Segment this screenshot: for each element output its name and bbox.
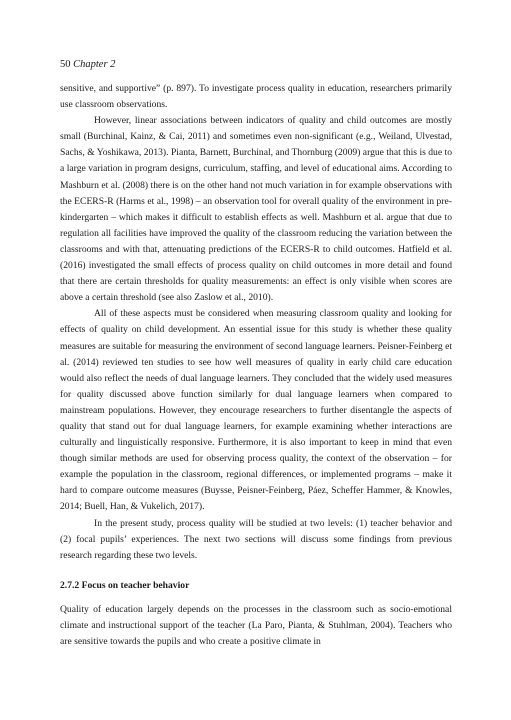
section-paragraph: Quality of education largely depends on the processes in the classroom such as socio-emotional climate and instructional support of the teacher (La Paro, Pianta, & Stuhlman, 2004). Teachers who are sensitive towards the pupils and who create a positive climate in [60,603,452,648]
section-heading: 2.7.2 Focus on teacher behavior [60,579,190,591]
paragraph-2: However, linear associations between indicators of quality and child outcomes are mostly small (Burchinal, Kainz, & Cai, 2011) and sometimes even non-significant (e.g., Weiland, Ulvestad, Sachs, & Yoshikawa, 2013). Pianta, Barnett, Burchinal, and Thornburg (2009) argue that this is due to a large variation in program designs, curriculum, staffing, and level of educational aims. According to Mashburn et al. (2008) there is on the other hand not much variation in for example observations with the ECERS-R (Harms et al., 1998) – an observation tool for overall quality of the environment in pre-kindergarten – which makes it difficult to establish effects as well. Mashburn et al. argue that due to regulation all facilities have improved the quality of the classroom reducing the variation between the classrooms and with that, attenuating predictions of the ECERS-R to child outcomes. Hatfield et al. (2016) investigated the small effects of process quality on child outcomes in more detail and found that there are certain thresholds for quality measurements: an effect is only visible when scores are above a certain threshold (see also Zaslow et al., 2010). [60,115,452,304]
paragraph-1: sensitive, and supportive” (p. 897). To investigate process quality in education, researchers primarily use classroom observations. [60,83,452,111]
paragraph-3: All of these aspects must be considered when measuring classroom quality and looking for effects of quality on child development. An essential issue for this study is whether these quality measures are suitable for measuring the environment of second language learners. Peisner-Feinberg et al. (2014) reviewed ten studies to see how well measures of quality in early child care education would also reflect the needs of dual language learners. They concluded that the widely used measures for quality discussed above function similarly for dual language learners when compared to mainstream populations. However, they encourage researchers to further disentangle the aspects of quality that stand out for dual language learners, for example examining whether interactions are culturally and linguistically responsive. Furthermore, it is also important to keep in mind that even though similar methods are used for observing process quality, the context of the observation – for example the population in the classroom, regional differences, or implemented programs – make it hard to compare outcome measures (Buysse, Peisner-Feinberg, Páez, Scheffer Hammer, & Knowles, 2014; Buell, Han, & Vukelich, 2017). [60,308,452,513]
chapter-label: Chapter 2 [73,59,116,70]
page-number: 50 [60,59,71,70]
page-body [60,58,452,650]
running-head [60,58,452,72]
paragraph-4: In the present study, process quality will be studied at two levels: (1) teacher behavior and (2) focal pupils’ experiences. The next two sections will discuss some findings from previous research regarding these two levels. [60,517,452,561]
